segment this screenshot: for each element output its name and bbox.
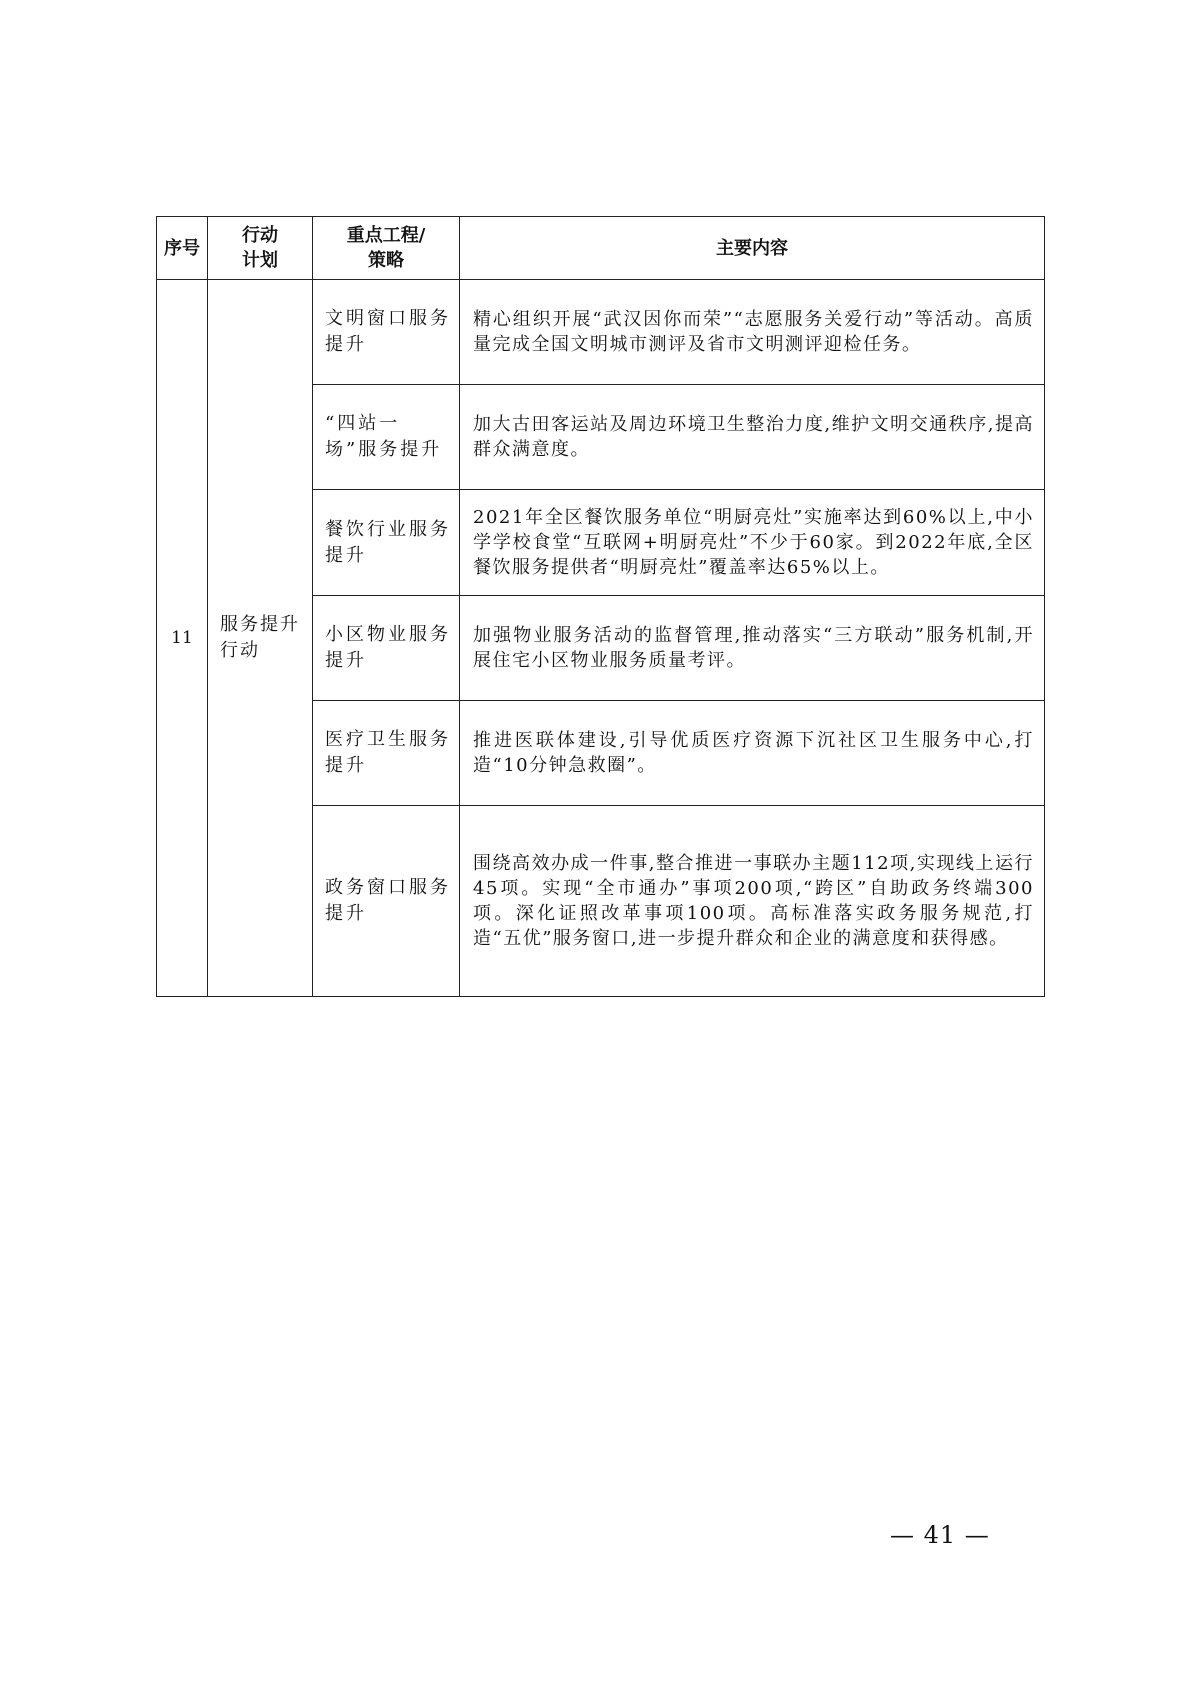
project-cell: 餐饮行业服务提升 — [313, 490, 460, 596]
group-plan-cell: 服务提升行动 — [208, 280, 313, 997]
project-cell: 小区物业服务提升 — [313, 596, 460, 701]
content-cell: 围绕高效办成一件事,整合推进一事联办主题112项,实现线上运行45项。实现“全市通办”事项200项,“跨区”自助政务终端300项。深化证照改革事项100项。高标准落实政务服务规范,打造“五优”服务窗口,进一步提升群众和企业的满意度和获得感。 — [460, 806, 1045, 997]
table-row — [157, 280, 1045, 385]
content-cell: 加强物业服务活动的监督管理,推动落实“三方联动”服务机制,开展住宅小区物业服务质量考评。 — [460, 596, 1045, 701]
page-number: — 41 — — [890, 1521, 990, 1549]
header-project-line1: 重点工程/ — [346, 225, 426, 246]
header-project — [313, 217, 460, 280]
content-cell: 2021年全区餐饮服务单位“明厨亮灶”实施率达到60%以上,中小学学校食堂“互联网+明厨亮灶”不少于60家。到2022年底,全区餐饮服务提供者“明厨亮灶”覆盖率达65%以上。 — [460, 490, 1045, 596]
content-cell: 推进医联体建设,引导优质医疗资源下沉社区卫生服务中心,打造“10分钟急救圈”。 — [460, 701, 1045, 806]
header-content-label: 主要内容 — [716, 237, 788, 259]
project-cell: 医疗卫生服务提升 — [313, 701, 460, 806]
header-plan — [208, 217, 313, 280]
header-plan-line1: 行动 — [242, 225, 278, 246]
header-content — [460, 217, 1045, 280]
table-header-row — [157, 217, 1045, 280]
header-num — [157, 217, 208, 280]
header-project-line2: 策略 — [368, 250, 404, 271]
action-plan-table — [156, 216, 1045, 997]
header-plan-line2: 计划 — [242, 250, 278, 271]
project-cell: 政务窗口服务提升 — [313, 806, 460, 997]
header-num-label: 序号 — [164, 237, 200, 259]
content-cell: 精心组织开展“武汉因你而荣”“志愿服务关爱行动”等活动。高质量完成全国文明城市测评及省市文明测评迎检任务。 — [460, 280, 1045, 385]
group-number-cell: 11 — [157, 280, 208, 997]
project-cell: “四站一场”服务提升 — [313, 385, 460, 490]
content-cell: 加大古田客运站及周边环境卫生整治力度,维护文明交通秩序,提高群众满意度。 — [460, 385, 1045, 490]
project-cell: 文明窗口服务提升 — [313, 280, 460, 385]
